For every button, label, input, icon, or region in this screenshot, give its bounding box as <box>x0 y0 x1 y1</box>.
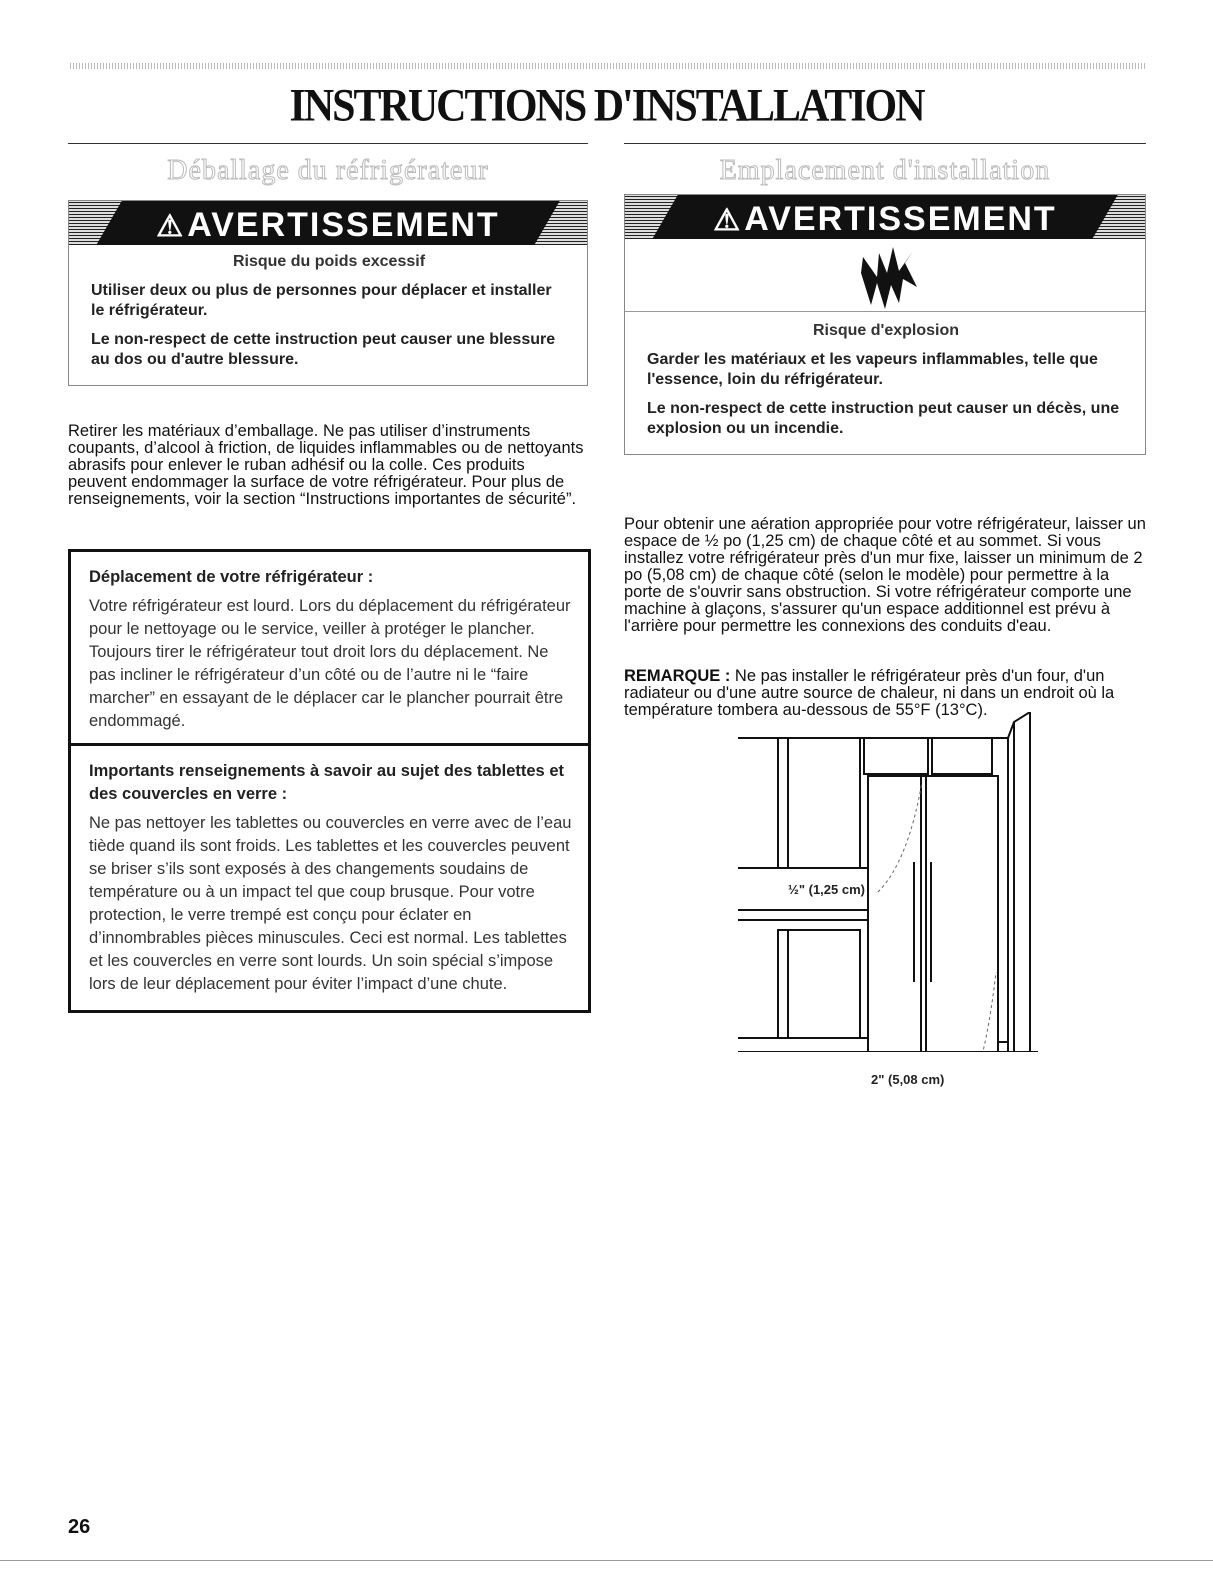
glass-shelves-heading: Importants renseignements à savoir au sujet des tablettes et des couvercles en verre : <box>89 762 564 803</box>
page-number: 26 <box>68 1516 91 1538</box>
note-label: REMARQUE : <box>624 667 731 685</box>
warning-consequence: Le non-respect de cette instruction peut causer un décès, une explosion ou un incendie. <box>647 400 1120 437</box>
warning-header <box>625 195 1145 239</box>
half-inch-clearance-label: ½" (1,25 cm) <box>788 882 865 897</box>
warning-triangle-icon: ⚠ <box>156 210 186 243</box>
warning-triangle-icon: ⚠ <box>713 204 743 237</box>
warning-header-text: AVERTISSEMENT <box>744 200 1057 238</box>
explosion-icon <box>841 243 931 313</box>
moving-info-box <box>68 549 591 750</box>
location-paragraph: Pour obtenir une aération appropriée pour votre réfrigérateur, laisser un espace de ½ po (1,25 cm) de chaque côté et au sommet. Si vous installez votre réfrigérateur près d'un mur fixe, laisser un minimum de 2 po (5,08 cm) de chaque côté (selon le modèle) pour permettre à la porte de s'ouvrir sans obstruction. Si votre réfrigérateur comporte une machine à glaçons, s'assurer qu'un espace additionnel est prévu à l'arrière pour permettre les connexions des conduits d'eau. <box>624 515 1146 635</box>
warning-box-weight <box>68 200 588 386</box>
page-title: INSTRUCTIONS D'INSTALLATION <box>289 80 924 132</box>
clearance-diagram <box>738 712 1038 1087</box>
warning-consequence: Le non-respect de cette instruction peut causer une blessure au dos ou d'autre blessure. <box>91 331 556 368</box>
warning-header <box>69 201 587 245</box>
warning-box-explosion <box>624 194 1146 455</box>
moving-heading: Déplacement de votre réfrigérateur : <box>89 568 374 586</box>
unpacking-paragraph: Retirer les matériaux d’emballage. Ne pas utiliser d’instruments coupants, d’alcool à friction, de liquides inflammables ou de nettoyants abrasifs pour enlever le ruban adhésif ou la colle. Ces produits peuvent endommager la surface de votre réfrigérateur. Pour plus de renseignements, voir la section “Instructions importantes de sécurité”. <box>68 422 584 508</box>
section-title-location: Emplacement d'installation <box>719 155 1051 186</box>
note-text: Ne pas installer le réfrigérateur près d'un four, d'un radiateur ou d'une autre source de chaleur, ni dans un endroit où la température tombera au-dessous de 55°F (13°C). <box>624 667 1115 719</box>
column-rule <box>68 143 588 144</box>
top-dotted-rule <box>70 63 1145 69</box>
warning-risk: Risque du poids excessif <box>232 253 426 270</box>
warning-message: Garder les matériaux et les vapeurs inflammables, telle que l'essence, loin du réfrigérateur. <box>647 351 1098 388</box>
bottom-rule <box>0 1560 1213 1561</box>
warning-risk: Risque d'explosion <box>812 322 960 339</box>
glass-shelves-info-box <box>68 743 591 1013</box>
warning-header-text: AVERTISSEMENT <box>187 206 500 244</box>
two-inch-clearance-label: 2" (5,08 cm) <box>871 1072 945 1087</box>
glass-shelves-body: Ne pas nettoyer les tablettes ou couvercles en verre avec de l’eau tiède quand ils sont froids. Les tablettes et les couvercles peuvent se briser s’ils sont exposés à des changements soudains de température ou à un impact tel que coup brusque. Pour votre protection, le verre trempé est conçu pour éclater en d’innombrables pièces minuscules. Ceci est normal. Les tablettes et les couvercles en verre sont lourds. Un soin spécial s’impose lors de leur déplacement pour éviter l’impact d’une chute. <box>89 814 572 993</box>
moving-body: Votre réfrigérateur est lourd. Lors du déplacement du réfrigérateur pour le nettoyage ou le service, veiller à protéger le plancher. Toujours tirer le réfrigérateur tout droit lors du déplacement. Ne pas incliner le réfrigérateur d’un côté ou de l’autre ni le “faire marcher” en essayant de le déplacer car le plancher pourrait être endommagé. <box>89 597 571 730</box>
refrigerator-cabinet-illustration <box>738 712 1038 1052</box>
warning-message: Utiliser deux ou plus de personnes pour déplacer et installer le réfrigérateur. <box>91 282 552 319</box>
column-rule <box>624 143 1146 144</box>
section-title-unpacking: Déballage du réfrigérateur <box>167 155 489 186</box>
